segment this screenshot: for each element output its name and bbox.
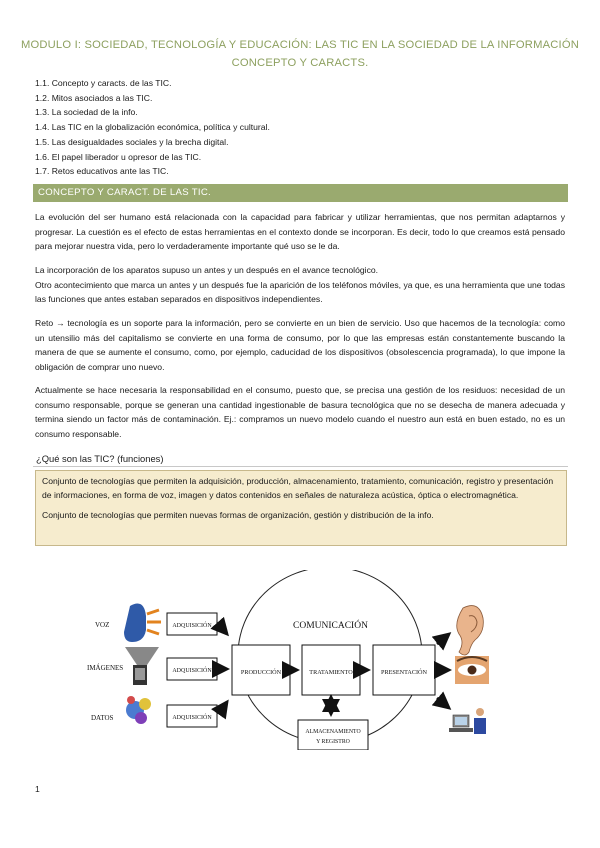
adquisicion-box-datos [167, 705, 217, 727]
page-title-line-1: MODULO I: SOCIEDAD, TECNOLOGÍA Y EDUCACIÓN: LAS TIC EN LA SOCIEDAD DE LA INFORMACIÓN [20, 39, 580, 51]
definition-box [35, 470, 567, 546]
almacenamiento-label-2: Y REGISTRO [316, 739, 350, 745]
adquisicion-label: ADQUISICIÓN [172, 623, 212, 629]
label-imagenes: IMÁGENES [87, 664, 124, 672]
almacenamiento-box [298, 720, 368, 750]
paragraph-evolution: La evolución del ser humano está relacionada con la capacidad para fabricar y utilizar herramientas, que nos permitan adaptarnos y progresar. La cuestión es el efecto de estas herramientas en el contexto donde se incorporan. Es decir, todo lo que creamos está pensado para mejorar nuestra vida, pero lo verdaderamente importante qué uso se le da. [35, 212, 565, 251]
toc-item: 1.5. Las desigualdades sociales y la brecha digital. [35, 136, 229, 147]
adquisicion-label: ADQUISICIÓN [172, 715, 212, 721]
eye-icon [455, 656, 489, 684]
paragraph-challenge: Reto → tecnología es un soporte para la información, pero se convierte en un bien de servicio. Uso que hacemos de la tecnología: como un utensilio más del capitalismo se convierte en una forma de consumo, por lo que las empresas están constantemente buscando la manera de que se aumente el consumo, como, por ejemplo, caducidad de los dispositivos (obsolescencia programada), lo que impone la obligación de comprar uno nuevo. [35, 318, 565, 372]
toc-item: 1.7. Retos educativos ante las TIC. [35, 166, 169, 177]
paragraph-devices-line-b: Otro acontecimiento que marca un antes y un después fue la aparición de los teléfonos móviles, ya que, es una herramienta que une todas las funciones que antes estaban separados en dispositivos independientes. [35, 279, 565, 304]
communication-label: COMUNICACIÓN [293, 621, 368, 631]
definition-2: Conjunto de tecnologías que permiten nuevas formas de organización, gestión y distribución de la info. [42, 510, 434, 520]
toc-item: 1.3. La sociedad de la info. [35, 107, 138, 118]
tratamiento-label: TRATAMIENTO [309, 669, 353, 676]
produccion-label: PRODUCCIÓN [240, 669, 282, 676]
computer-user-icon [449, 708, 486, 734]
page-title-line-2: CONCEPTO Y CARACTS. [231, 57, 369, 69]
tic-diagram [85, 570, 505, 750]
label-voz: VOZ [95, 621, 110, 629]
paragraph-devices-line-a: La incorporación de los aparatos supuso un antes y un después en el avance tecnológico. [35, 265, 379, 275]
paragraph-devices [35, 263, 565, 307]
ear-icon [457, 606, 484, 655]
almacenamiento-label-1: ALMACENAMIENTO [305, 729, 361, 735]
presentacion-box [373, 645, 435, 695]
presentacion-label: PRESENTACIÓN [381, 669, 427, 676]
produccion-box [232, 645, 290, 695]
functions-heading: ¿Qué son las TIC? (funciones) [33, 452, 568, 467]
section-heading: CONCEPTO Y CARACT. DE LAS TIC. [33, 184, 568, 202]
table-of-contents [35, 76, 270, 179]
label-datos: DATOS [91, 714, 114, 722]
adquisicion-box-imagenes [167, 658, 217, 680]
data-colors-icon [126, 696, 151, 724]
definition-1: Conjunto de tecnologías que permiten la adquisición, producción, almacenamiento, tratamiento, comunicación, registro y presentación de informaciones, en forma de voz, imagen y datos contenidos en señales de naturaleza acústica, óptica o electromagnética. [42, 476, 554, 500]
adquisicion-label: ADQUISICIÓN [172, 668, 212, 674]
tratamiento-box [302, 645, 360, 695]
toc-item: 1.6. El papel liberador u opresor de las TIC. [35, 151, 202, 162]
adquisicion-box-voz [167, 613, 217, 635]
images-funnel-icon [125, 647, 159, 685]
paragraph-responsibility: Actualmente se hace necesaria la responsabilidad en el consumo, puesto que, se precisa una gestión de los residuos: necesidad de un consumo responsable, porque se generan una cantidad ingestionable de basura tecnológica que no se desecha de manera adecuada y termina siendo un factor más de contaminación. Ej.: compramos un nuevo modelo cuando el nuestro aun está en buen estado, no es un consumo responsable. [35, 385, 565, 439]
page-title [20, 36, 580, 72]
page-number: 1 [35, 784, 40, 794]
head-speaking-icon [124, 604, 161, 642]
toc-item: 1.1. Concepto y caracts. de las TIC. [35, 78, 172, 88]
toc-item: 1.4. Las TIC en la globalización económica, política y cultural. [35, 122, 270, 133]
toc-item: 1.2. Mitos asociados a las TIC. [35, 92, 153, 103]
